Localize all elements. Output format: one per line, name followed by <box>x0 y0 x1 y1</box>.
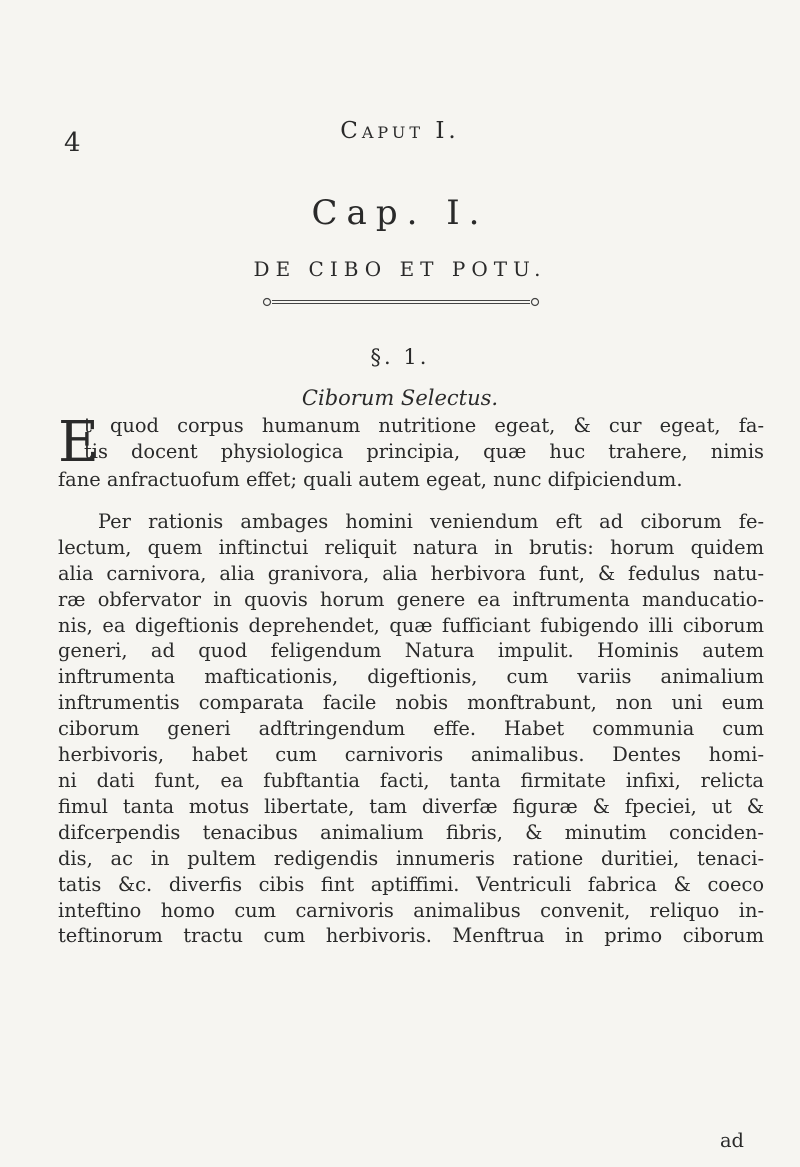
text-line: generi, ad quod feligendum Natura impulit. Hominis autem <box>58 639 764 663</box>
text-line: difcerpendis tenacibus animalium fibris, & minutim conciden- <box>58 820 764 844</box>
paragraph-2 <box>58 509 764 949</box>
body-text <box>58 410 764 949</box>
section-title: Ciborum Selectus. <box>301 386 499 410</box>
page-number: 4 <box>64 128 81 158</box>
text-line: herbivoris, habet cum carnivoris animalibus. Dentes homi- <box>58 743 764 767</box>
drop-cap: E <box>58 410 99 475</box>
text-line: teftinorum tractu cum herbivoris. Menftrua in primo ciborum <box>58 924 764 948</box>
section-number: §. 1. <box>370 345 430 369</box>
text-line: tis docent physiologica principia, quæ huc trahere, nimis <box>84 439 764 463</box>
text-line: Per rationis ambages homini veniendum eft ad ciborum fe- <box>98 509 764 533</box>
paragraph-1 <box>58 410 764 493</box>
text-line: inftrumenta mafticationis, digeftionis, cum variis animalium <box>58 665 764 689</box>
text-line: ciborum generi adftringendum effe. Habet communia cum <box>58 717 764 741</box>
text-line: inftrumentis comparata facile nobis monftrabunt, non uni eum <box>58 691 764 715</box>
text-line: alia carnivora, alia granivora, alia herbivora funt, & fedulus natu- <box>58 561 764 585</box>
text-line: fane anfractuofum effet; quali autem egeat, nunc difpiciendum. <box>58 468 683 491</box>
catchword: ad <box>720 1129 744 1152</box>
text-line: ni dati funt, ea fubftantia facti, tanta firmitate infixi, relicta <box>58 768 764 792</box>
running-head: Caput I. <box>340 118 460 144</box>
ornament-rule <box>262 297 540 307</box>
text-line: nis, ea digeftionis deprehendet, quæ fufficiant fubigendo illi ciborum <box>58 613 764 637</box>
text-line: fimul tanta motus libertate, tam diverfæ figuræ & fpeciei, ut & <box>58 794 764 818</box>
text-line: inteftino homo cum carnivoris animalibus convenit, reliquo in- <box>58 898 764 922</box>
text-line: t quod corpus humanum nutritione egeat, & cur egeat, fa- <box>84 414 764 437</box>
chapter-heading: Cap. I. <box>311 193 489 233</box>
text-line: dis, ac in pultem redigendis innumeris ratione duritiei, tenaci- <box>58 846 764 870</box>
text-line: lectum, quem inftinctui reliquit natura in brutis: horum quidem <box>58 535 764 559</box>
text-line: ræ obfervator in quovis horum genere ea inftrumenta manducatio- <box>58 587 764 611</box>
text-line: tatis &c. diverfis cibis fint aptiffimi. Ventriculi fabrica & coeco <box>58 872 764 896</box>
chapter-subtitle: DE CIBO ET POTU. <box>253 257 547 281</box>
